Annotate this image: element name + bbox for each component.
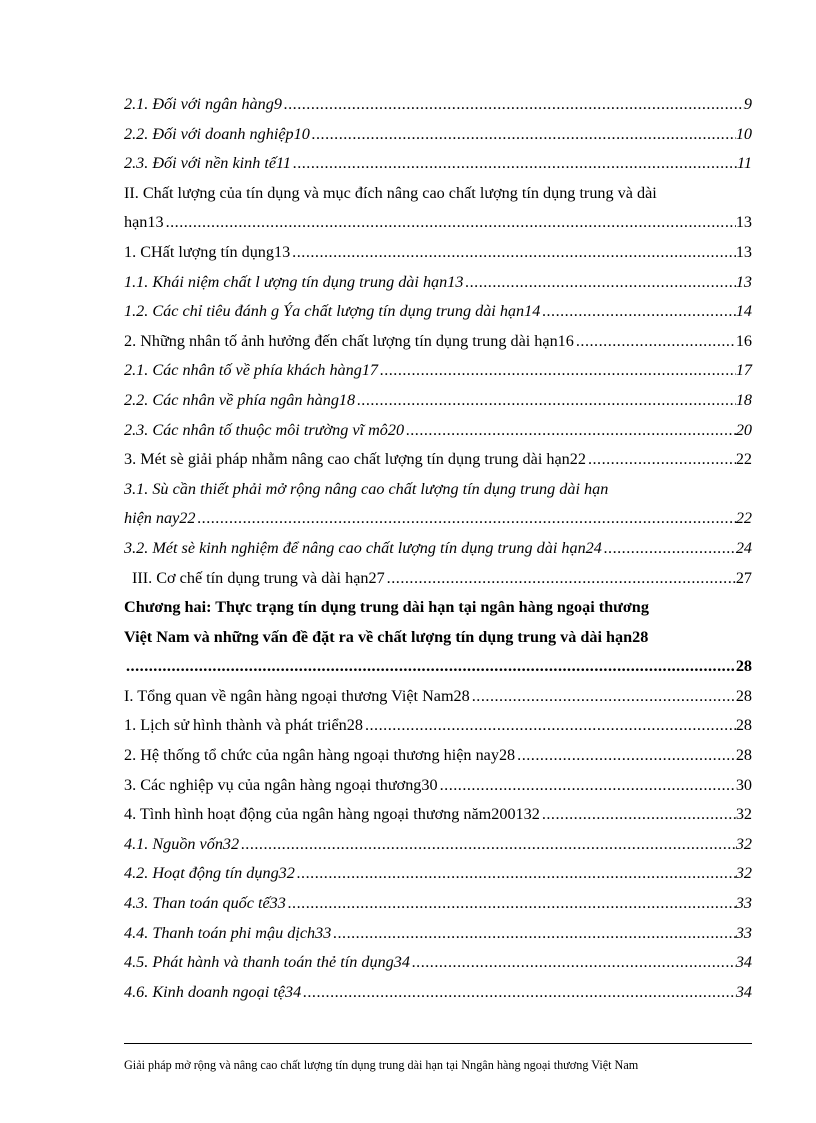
table-of-contents: [124, 90, 752, 1007]
dot-leader: [310, 120, 736, 150]
toc-page-number: 16: [735, 331, 752, 350]
toc-entry-title: 3. Các nghiệp vụ của ngân hàng ngoại thương30: [124, 775, 438, 794]
dot-leader: [385, 564, 736, 594]
toc-page-number: 32: [735, 864, 752, 883]
dot-leader: [404, 416, 736, 446]
toc-entry-title: 1.1. Khái niệm chất l ượng tín dụng trung dài hạn13: [124, 272, 464, 291]
dot-leader: [195, 504, 735, 534]
dot-leader: [291, 149, 737, 179]
toc-entry-title: 4.5. Phát hành và thanh toán thẻ tín dụng34: [124, 953, 410, 972]
toc-page-number: 9: [743, 95, 752, 113]
toc-page-number: 17: [735, 361, 752, 380]
toc-entry[interactable]: [124, 416, 752, 446]
toc-entry-title: 2. Hệ thống tổ chức của ngân hàng ngoại thương hiện nay28: [124, 746, 516, 765]
dot-leader: [515, 741, 736, 771]
toc-page-number: 28: [735, 657, 752, 676]
toc-page-number: 34: [735, 953, 752, 972]
footer-divider: [124, 1043, 752, 1044]
toc-page-number: 24: [735, 538, 752, 557]
toc-entry[interactable]: [124, 475, 752, 534]
toc-entry-title: 2.2. Đối với doanh nghiệp10: [124, 124, 310, 143]
dot-leader: [301, 978, 736, 1008]
toc-page-number: 10: [735, 124, 752, 143]
toc-entry[interactable]: [124, 268, 752, 298]
toc-entry-title-continued: Việt Nam và những vấn đề đặt ra về chất lượng tín dụng trung và dài hạn28: [124, 627, 649, 646]
toc-entry-title: 3.2. Mét sè kinh nghiệm để nâng cao chất lượng tín dụng trung dài hạn24: [124, 538, 602, 557]
dot-leader: [540, 297, 736, 327]
toc-entry-title: 3.1. Sù cần thiết phải mở rộng nâng cao chất lượng tín dụng trung dài hạn: [124, 479, 609, 498]
toc-entry-title: 2.3. Các nhân tố thuộc môi trường vĩ mô20: [124, 420, 405, 439]
toc-entry[interactable]: [124, 445, 752, 475]
dot-leader: [540, 800, 736, 830]
toc-entry[interactable]: [124, 948, 752, 978]
dot-leader: [363, 711, 736, 741]
dot-leader: [164, 208, 736, 238]
toc-page-number: 13: [735, 213, 752, 232]
toc-entry-title: 4.3. Than toán quốc tế33: [124, 894, 286, 913]
toc-page-number: 30: [735, 775, 752, 794]
toc-entry[interactable]: [124, 534, 752, 564]
toc-entry[interactable]: [124, 682, 752, 712]
toc-entry[interactable]: [124, 120, 752, 150]
toc-page-number: 28: [735, 686, 752, 705]
toc-page-number: 22: [735, 509, 752, 528]
toc-entry[interactable]: [124, 889, 752, 919]
toc-entry[interactable]: [124, 830, 752, 860]
dot-leader: [331, 919, 736, 949]
dot-leader: [239, 830, 736, 860]
toc-entry-title: Chương hai: Thực trạng tín dụng trung dài hạn tại ngân hàng ngoại thương: [124, 598, 649, 617]
toc-entry-title: 1. Lịch sử hình thành và phát triển28: [124, 716, 363, 735]
toc-entry[interactable]: [124, 149, 752, 179]
toc-entry-title: 2.2. Các nhân về phía ngân hàng18: [124, 390, 356, 409]
toc-entry-title: 4.6. Kinh doanh ngoại tệ34: [124, 982, 302, 1001]
dot-leader: [355, 386, 736, 416]
toc-entry-title: 4.4. Thanh toán phi mậu dịch33: [124, 923, 332, 942]
toc-entry[interactable]: [124, 386, 752, 416]
dot-leader: [463, 268, 735, 298]
dot-leader: [438, 771, 736, 801]
toc-entry[interactable]: [124, 356, 752, 386]
toc-entry-title: 2.1. Đối với ngân hàng9: [124, 95, 282, 113]
toc-entry[interactable]: [124, 741, 752, 771]
toc-entry-title: II. Chất lượng của tín dụng và mục đích nâng cao chất lượng tín dụng trung và dài: [124, 183, 657, 202]
toc-entry[interactable]: [124, 327, 752, 357]
toc-entry[interactable]: [124, 297, 752, 327]
toc-entry[interactable]: [124, 593, 752, 682]
toc-entry-title-continued: hiện nay22: [124, 509, 196, 528]
toc-page-number: 28: [735, 746, 752, 765]
dot-leader: [574, 327, 736, 357]
dot-leader: [286, 889, 736, 919]
page-footer: Giải pháp mở rộng và nâng cao chất lượng tín dụng trung dài hạn tại Nngân hàng ngoại thương Việt Nam: [124, 1058, 639, 1072]
toc-entry[interactable]: [124, 238, 752, 268]
toc-page-number: 20: [735, 420, 752, 439]
toc-page-number: 32: [735, 834, 752, 853]
toc-entry[interactable]: [124, 771, 752, 801]
toc-page-number: 11: [737, 154, 752, 173]
dot-leader: [378, 356, 736, 386]
toc-entry-title: 2.3. Đối với nền kinh tế11: [124, 154, 292, 173]
dot-leader: [290, 238, 736, 268]
dot-leader: [470, 682, 736, 712]
toc-entry-title: 4.1. Nguồn vốn32: [124, 834, 240, 853]
dot-leader: [124, 652, 736, 682]
toc-entry-title: 3. Mét sè giải pháp nhằm nâng cao chất lượng tín dụng trung dài hạn22: [124, 450, 586, 469]
toc-page-number: 13: [735, 272, 752, 291]
toc-entry-title-continued: hạn13: [124, 213, 164, 232]
toc-entry[interactable]: [124, 179, 752, 238]
toc-page-number: 13: [735, 242, 752, 261]
toc-entry[interactable]: [124, 90, 752, 120]
toc-page-number: 22: [735, 450, 752, 469]
toc-page-number: 32: [735, 805, 752, 824]
toc-entry[interactable]: [124, 859, 752, 889]
toc-page-number: 34: [735, 982, 752, 1001]
toc-entry-title: 2. Những nhân tố ảnh hưởng đến chất lượng tín dụng trung dài hạn16: [124, 331, 574, 350]
toc-entry-title: I. Tổng quan về ngân hàng ngoại thương Việt Nam28: [124, 686, 470, 705]
toc-entry-title: 2.1. Các nhân tố về phía khách hàng17: [124, 361, 379, 380]
toc-entry-title: 4.2. Hoạt động tín dụng32: [124, 864, 295, 883]
toc-page-number: 18: [735, 390, 752, 409]
dot-leader: [586, 445, 736, 475]
dot-leader: [602, 534, 736, 564]
toc-entry-title: 1. CHất lượng tín dụng13: [124, 242, 291, 261]
toc-entry[interactable]: [124, 978, 752, 1008]
toc-entry[interactable]: [124, 800, 752, 830]
toc-entry[interactable]: [124, 919, 752, 949]
dot-leader: [410, 948, 736, 978]
dot-leader: [295, 859, 736, 889]
toc-page-number: 33: [735, 894, 752, 913]
toc-entry-title: 4. Tình hình hoạt động của ngân hàng ngoại thương năm200132: [124, 805, 540, 824]
toc-page-number: 27: [735, 568, 752, 587]
toc-page-number: 28: [735, 716, 752, 735]
toc-entry[interactable]: [124, 711, 752, 741]
toc-page-number: 14: [735, 302, 752, 321]
toc-entry[interactable]: [124, 564, 752, 594]
toc-page-number: 33: [735, 923, 752, 942]
toc-entry-title: III. Cơ chế tín dụng trung và dài hạn27: [132, 568, 385, 587]
dot-leader: [282, 90, 744, 120]
toc-entry-title: 1.2. Các chỉ tiêu đánh g Ýa chất lượng tín dụng trung dài hạn14: [124, 302, 541, 321]
